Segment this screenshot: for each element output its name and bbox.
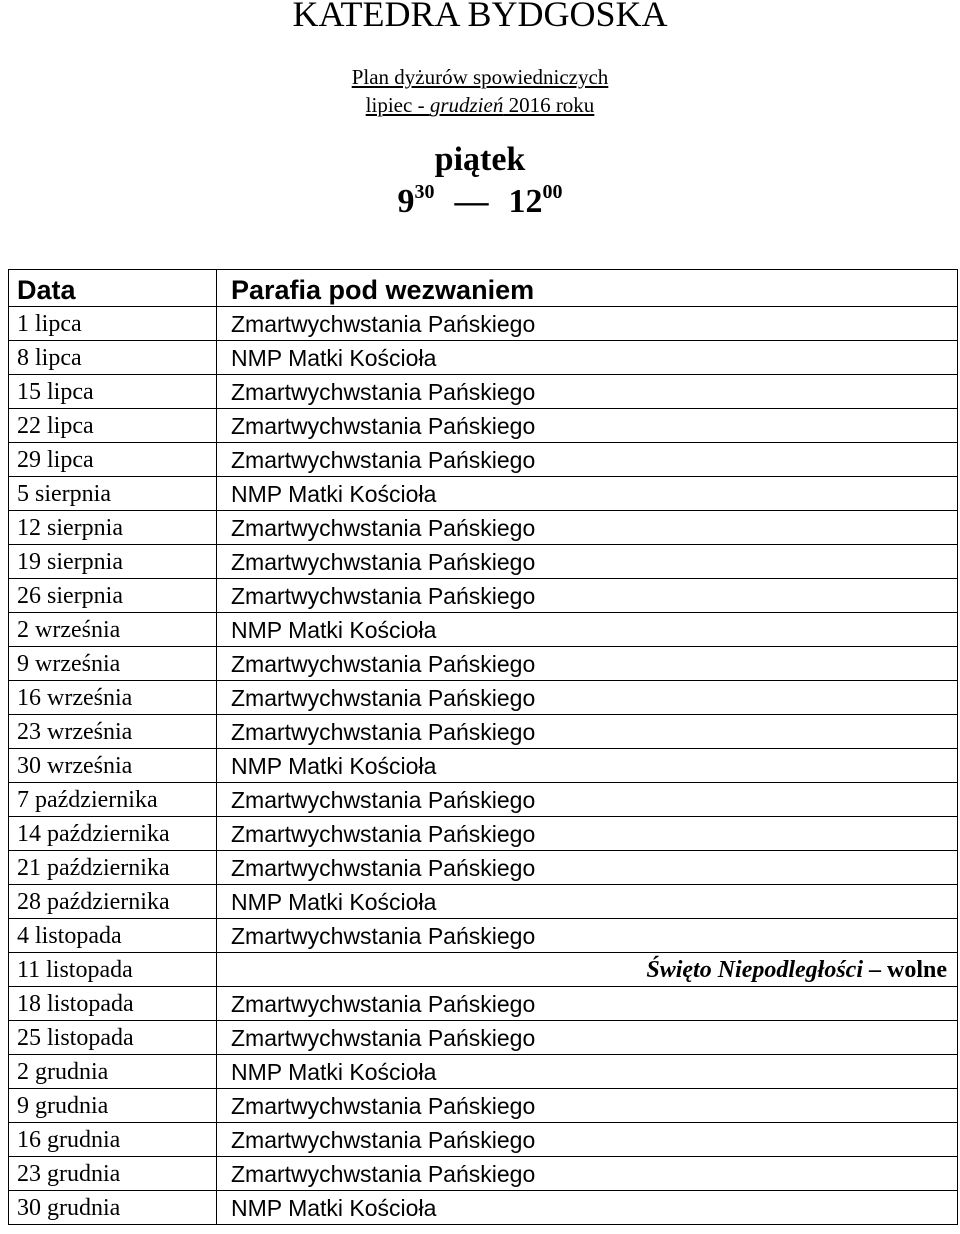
row-parish: NMP Matki Kościoła (217, 341, 958, 375)
row-date: 2 grudnia (9, 1055, 217, 1089)
table-row (9, 817, 958, 851)
table-row (9, 885, 958, 919)
row-parish: Zmartwychwstania Pańskiego (217, 987, 958, 1021)
table-row (9, 681, 958, 715)
row-parish: Zmartwychwstania Pańskiego (217, 783, 958, 817)
row-parish: NMP Matki Kościoła (217, 477, 958, 511)
table-row (9, 477, 958, 511)
row-date: 9 grudnia (9, 1089, 217, 1123)
row-date: 2 września (9, 613, 217, 647)
table-row (9, 987, 958, 1021)
row-date: 18 listopada (9, 987, 217, 1021)
table-row (9, 953, 958, 987)
time-dash: — (454, 183, 489, 220)
row-date: 22 lipca (9, 409, 217, 443)
table-row (9, 647, 958, 681)
table-row (9, 715, 958, 749)
table-row (9, 545, 958, 579)
row-parish: NMP Matki Kościoła (217, 749, 958, 783)
row-date: 23 września (9, 715, 217, 749)
row-date: 26 sierpnia (9, 579, 217, 613)
table-row (9, 783, 958, 817)
row-parish: Zmartwychwstania Pańskiego (217, 1123, 958, 1157)
row-parish: Zmartwychwstania Pańskiego (217, 817, 958, 851)
row-date: 29 lipca (9, 443, 217, 477)
row-date: 19 sierpnia (9, 545, 217, 579)
row-parish: Zmartwychwstania Pańskiego (217, 409, 958, 443)
row-date: 30 września (9, 749, 217, 783)
row-parish: NMP Matki Kościoła (217, 885, 958, 919)
page-title: KATEDRA BYDGOSKA (292, 0, 668, 34)
row-date: 16 grudnia (9, 1123, 217, 1157)
subtitle-period (0, 92, 960, 118)
time-start-min: 30 (414, 181, 435, 203)
row-parish: Zmartwychwstania Pańskiego (217, 579, 958, 613)
table-row (9, 1191, 958, 1225)
table-row (9, 1157, 958, 1191)
row-parish: Zmartwychwstania Pańskiego (217, 307, 958, 341)
table-row (9, 375, 958, 409)
time-end-min: 00 (542, 181, 563, 203)
row-date: 23 grudnia (9, 1157, 217, 1191)
row-date: 16 września (9, 681, 217, 715)
row-date: 14 października (9, 817, 217, 851)
subtitle-plan: Plan dyżurów spowiedniczych (351, 65, 609, 89)
period-start: lipiec - (365, 93, 430, 117)
column-header-date: Data (9, 270, 217, 307)
table-row (9, 1021, 958, 1055)
row-parish: Zmartwychwstania Pańskiego (217, 1021, 958, 1055)
row-parish: NMP Matki Kościoła (217, 1191, 958, 1225)
row-parish: Zmartwychwstania Pańskiego (217, 919, 958, 953)
row-date: 1 lipca (9, 307, 217, 341)
table-row (9, 443, 958, 477)
row-date: 30 grudnia (9, 1191, 217, 1225)
row-date: 12 sierpnia (9, 511, 217, 545)
time-range (0, 182, 960, 222)
row-date: 15 lipca (9, 375, 217, 409)
row-parish: Zmartwychwstania Pańskiego (217, 1157, 958, 1191)
table-row (9, 919, 958, 953)
row-date: 4 listopada (9, 919, 217, 953)
row-date: 5 sierpnia (9, 477, 217, 511)
table-header-row (9, 270, 958, 307)
table-row (9, 851, 958, 885)
table-row (9, 1055, 958, 1089)
row-parish: NMP Matki Kościoła (217, 613, 958, 647)
table-row (9, 511, 958, 545)
row-parish: NMP Matki Kościoła (217, 1055, 958, 1089)
row-parish: Zmartwychwstania Pańskiego (217, 851, 958, 885)
schedule-table (8, 269, 958, 1225)
row-holiday (217, 953, 958, 987)
row-parish: Zmartwychwstania Pańskiego (217, 511, 958, 545)
row-parish: Zmartwychwstania Pańskiego (217, 715, 958, 749)
time-start-hour: 9 (397, 183, 415, 220)
row-date: 8 lipca (9, 341, 217, 375)
row-date: 21 października (9, 851, 217, 885)
table-row (9, 1089, 958, 1123)
row-parish: Zmartwychwstania Pańskiego (217, 443, 958, 477)
row-date: 7 października (9, 783, 217, 817)
row-date: 11 listopada (9, 953, 217, 987)
row-parish: Zmartwychwstania Pańskiego (217, 647, 958, 681)
period-year: 2016 roku (503, 93, 595, 117)
row-parish: Zmartwychwstania Pańskiego (217, 1089, 958, 1123)
time-end-hour: 12 (508, 183, 543, 220)
holiday-name: Święto Niepodległości (646, 957, 863, 983)
weekday-heading: piątek (434, 141, 526, 178)
table-row (9, 409, 958, 443)
row-date: 9 września (9, 647, 217, 681)
table-row (9, 579, 958, 613)
table-row (9, 1123, 958, 1157)
row-parish: Zmartwychwstania Pańskiego (217, 545, 958, 579)
table-row (9, 749, 958, 783)
row-date: 25 listopada (9, 1021, 217, 1055)
holiday-note: – wolne (863, 957, 947, 983)
table-row (9, 307, 958, 341)
row-parish: Zmartwychwstania Pańskiego (217, 375, 958, 409)
row-date: 28 października (9, 885, 217, 919)
table-row (9, 613, 958, 647)
period-end-month: grudzień (429, 93, 504, 117)
table-row (9, 341, 958, 375)
column-header-parish: Parafia pod wezwaniem (217, 270, 958, 307)
row-parish: Zmartwychwstania Pańskiego (217, 681, 958, 715)
